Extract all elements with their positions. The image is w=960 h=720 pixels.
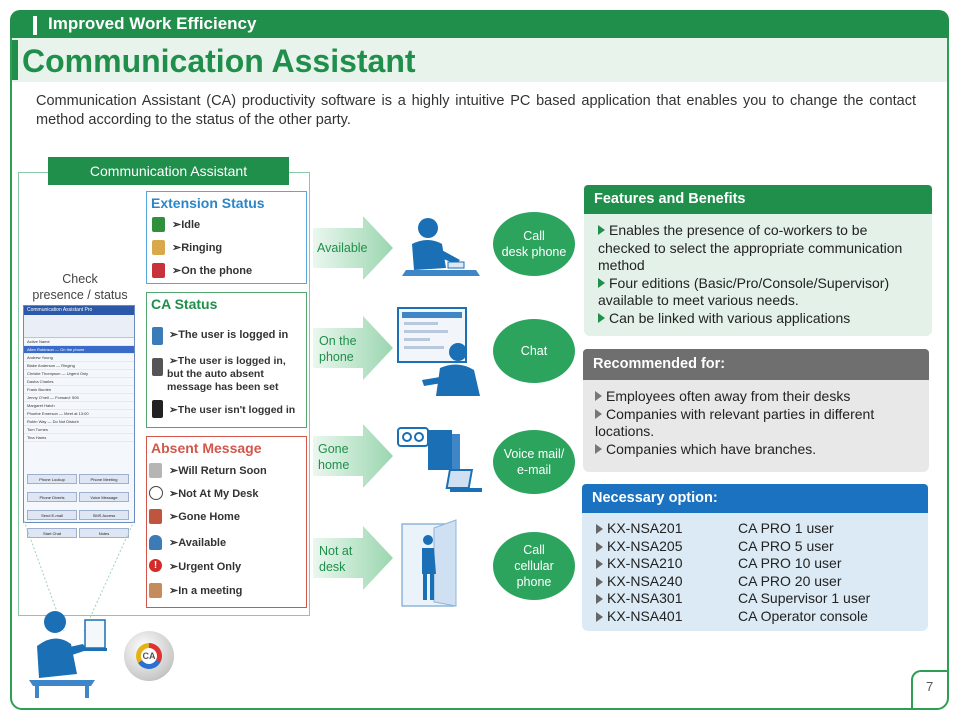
absent-in-meeting bbox=[169, 585, 242, 598]
option-row bbox=[596, 573, 918, 591]
app-contact-row[interactable]: Frank Burden bbox=[24, 386, 134, 394]
person-walking-door-figure bbox=[398, 518, 464, 608]
ca-status-logged-out bbox=[169, 404, 295, 417]
app-action-button[interactable]: Send E-mail bbox=[27, 510, 77, 520]
absent-will-return-label: ➢Will Return Soon bbox=[169, 465, 267, 477]
action-voice-mail-line-2: e-mail bbox=[516, 463, 552, 477]
app-contact-row[interactable]: Tina Hams bbox=[24, 434, 134, 442]
option-code: KX-NSA210 bbox=[607, 555, 683, 571]
arrow-available bbox=[313, 216, 393, 280]
phone-idle-icon bbox=[152, 217, 165, 232]
ca-logged-in-label: ➢The user is logged in bbox=[169, 329, 289, 341]
app-action-button[interactable]: Phone Lookup bbox=[27, 474, 77, 484]
section-bar-accent bbox=[33, 16, 37, 35]
arrow-gone-home bbox=[313, 424, 393, 488]
bullet-triangle-icon bbox=[596, 594, 603, 604]
phone-ringing-icon bbox=[152, 240, 165, 255]
action-voice-mail-line-1: Voice mail/ bbox=[503, 447, 565, 461]
bullet-triangle-icon bbox=[596, 612, 603, 622]
app-contact-row[interactable]: Tom Turnes bbox=[24, 426, 134, 434]
option-row bbox=[596, 608, 918, 626]
absent-available bbox=[169, 537, 226, 550]
option-code: KX-NSA401 bbox=[607, 607, 683, 624]
action-call-desk-phone bbox=[493, 212, 575, 276]
absent-urgent-only bbox=[153, 560, 242, 574]
state-not-at-desk-line-2: desk bbox=[319, 560, 346, 574]
state-on-phone-line-2: phone bbox=[319, 350, 354, 364]
ext-status-idle bbox=[172, 219, 200, 232]
option-description: CA PRO 10 user bbox=[738, 555, 842, 571]
app-contact-list bbox=[24, 338, 134, 442]
phone-busy-icon bbox=[152, 263, 165, 278]
person-available-icon bbox=[149, 535, 162, 550]
action-cellular-line-2: cellular bbox=[514, 559, 554, 573]
ca-status-title: CA Status bbox=[151, 296, 218, 312]
action-call-desk-line-1: Call bbox=[523, 229, 545, 243]
feature-item bbox=[598, 275, 922, 310]
pc-auto-absent-icon bbox=[152, 358, 163, 376]
recommended-item bbox=[595, 441, 919, 459]
meeting-people-icon bbox=[149, 583, 162, 598]
option-row bbox=[596, 520, 918, 538]
arrow-not-at-desk bbox=[313, 526, 393, 590]
app-contact-row[interactable]: Active Name bbox=[24, 338, 134, 346]
ca-logged-out-label: ➢The user isn't logged in bbox=[169, 404, 296, 416]
app-contact-row[interactable]: Dasha Charles bbox=[24, 378, 134, 386]
state-gone-home-line-1: Gone bbox=[318, 442, 349, 456]
ca-auto-absent-line-1: ➢The user is logged in, bbox=[169, 355, 286, 367]
app-action-button[interactable]: SMS Access bbox=[79, 510, 129, 520]
app-action-button[interactable]: Start Chat bbox=[27, 528, 77, 538]
ca-logo-text: CA bbox=[141, 648, 157, 664]
person-laptop-figure bbox=[25, 600, 109, 700]
voicemail-laptop-figure bbox=[396, 424, 486, 500]
option-row bbox=[596, 590, 918, 608]
app-contact-row[interactable]: Robin Way — Do Not Disturb bbox=[24, 418, 134, 426]
recommended-header: Recommended for: bbox=[583, 349, 929, 380]
state-on-phone-label bbox=[319, 333, 357, 365]
app-contact-row[interactable]: Allen Robinson — On the phone bbox=[24, 346, 134, 354]
state-gone-home-line-2: home bbox=[318, 458, 350, 472]
person-at-desk-phone-figure bbox=[398, 214, 484, 284]
ca-app-screenshot bbox=[23, 305, 135, 536]
app-contact-row[interactable]: Margaret Hatch bbox=[24, 402, 134, 410]
feature-item-text: Enables the presence of co-workers to be checked to select the appropriate communication method bbox=[598, 222, 903, 273]
action-cellular-line-3: phone bbox=[516, 575, 552, 589]
app-contact-row[interactable]: Jenny O'neil — Forward: 505 bbox=[24, 394, 134, 402]
app-action-button[interactable]: Notes bbox=[79, 528, 129, 538]
feature-item-text: Can be linked with various applications bbox=[609, 309, 851, 326]
absent-available-label: ➢Available bbox=[169, 537, 227, 549]
app-action-button[interactable]: Voice Message bbox=[79, 492, 129, 502]
section-title: Improved Work Efficiency bbox=[48, 14, 257, 33]
state-available-label: Available bbox=[317, 241, 368, 255]
ca-logo-icon bbox=[124, 631, 174, 681]
app-toolbar bbox=[24, 315, 134, 338]
action-call-desk-line-2: desk phone bbox=[501, 245, 567, 259]
feature-item bbox=[598, 222, 922, 275]
recommended-item-text: Companies which have branches. bbox=[606, 440, 817, 457]
clock-icon bbox=[149, 486, 163, 500]
action-cellular-line-1: Call bbox=[523, 543, 545, 557]
bullet-triangle-icon bbox=[596, 559, 603, 569]
feature-item bbox=[598, 310, 922, 328]
absent-gone-home-label: ➢Gone Home bbox=[169, 511, 240, 523]
ca-auto-absent-line-3: message has been set bbox=[167, 381, 279, 393]
app-contact-row[interactable]: Blake Anderson — Ringing bbox=[24, 362, 134, 370]
absent-gone-home bbox=[169, 511, 240, 524]
absent-message-title: Absent Message bbox=[151, 440, 262, 456]
necessary-option-header: Necessary option: bbox=[582, 484, 928, 513]
recommended-item-text: Companies with relevant parties in different locations. bbox=[595, 405, 875, 439]
ca-panel-title: Communication Assistant bbox=[48, 157, 289, 185]
option-row bbox=[596, 538, 918, 556]
app-contact-row[interactable]: Christie Thompson — Urgent Only bbox=[24, 370, 134, 378]
option-description: CA PRO 1 user bbox=[738, 520, 834, 536]
ca-status-logged-in bbox=[169, 329, 288, 342]
app-action-button[interactable]: Phone Diverts bbox=[27, 492, 77, 502]
absent-in-meeting-label: ➢In a meeting bbox=[169, 585, 243, 597]
features-body bbox=[584, 214, 932, 336]
intro-text: Communication Assistant (CA) productivity software is a highly intuitive PC based application that enables you to change the contact method according to the status of the other party. bbox=[36, 93, 916, 128]
action-chat-label: Chat bbox=[520, 344, 548, 358]
page-title: Communication Assistant bbox=[22, 43, 416, 79]
ext-on-phone-label: ➢On the phone bbox=[172, 265, 253, 277]
absent-urgent-only-label: ➢Urgent Only bbox=[169, 561, 242, 573]
action-voice-mail bbox=[493, 430, 575, 494]
recommended-item bbox=[595, 406, 919, 441]
option-code: KX-NSA301 bbox=[607, 590, 683, 606]
bullet-triangle-icon bbox=[595, 391, 602, 401]
pc-logged-out-icon bbox=[152, 400, 163, 418]
option-row bbox=[596, 555, 918, 573]
necessary-option-body bbox=[582, 513, 928, 631]
recommended-item bbox=[595, 388, 919, 406]
option-description: CA PRO 5 user bbox=[738, 537, 834, 554]
page-number: 7 bbox=[926, 679, 934, 694]
bullet-triangle-icon bbox=[596, 524, 603, 534]
coffee-cup-icon bbox=[149, 463, 162, 478]
ext-ringing-label: ➢Ringing bbox=[172, 242, 223, 254]
absent-not-at-desk bbox=[169, 488, 259, 501]
person-at-pc-chat-figure bbox=[396, 306, 486, 398]
features-header: Features and Benefits bbox=[584, 185, 932, 214]
app-action-button[interactable]: Phone Meeting bbox=[79, 474, 129, 484]
ca-status-auto-absent bbox=[169, 355, 286, 394]
option-description: CA PRO 20 user bbox=[738, 572, 842, 589]
option-code: KX-NSA201 bbox=[607, 520, 683, 536]
bullet-triangle-icon bbox=[595, 409, 602, 419]
bullet-triangle-icon bbox=[598, 278, 605, 288]
ext-idle-label: ➢Idle bbox=[172, 219, 201, 231]
check-label-line-2: presence / status bbox=[32, 288, 128, 302]
option-code: KX-NSA205 bbox=[607, 537, 683, 554]
app-contact-row[interactable]: Phoebe Emerson — Meet at 13:00 bbox=[24, 410, 134, 418]
app-contact-row[interactable]: Andrew Young bbox=[24, 354, 134, 362]
house-icon bbox=[149, 509, 162, 524]
arrow-on-phone bbox=[313, 316, 393, 380]
state-not-at-desk-label bbox=[319, 543, 352, 575]
absent-will-return bbox=[169, 465, 267, 478]
state-gone-home-label bbox=[318, 441, 349, 473]
action-call-cellular bbox=[493, 532, 575, 600]
action-chat bbox=[493, 319, 575, 383]
bullet-triangle-icon bbox=[598, 313, 605, 323]
option-description: CA Operator console bbox=[738, 607, 868, 624]
ext-status-ringing bbox=[172, 242, 222, 255]
app-window-title: Communication Assistant Pro bbox=[24, 306, 134, 315]
ca-status-box bbox=[146, 292, 307, 428]
recommended-body bbox=[583, 380, 929, 472]
pc-logged-in-icon bbox=[152, 327, 163, 345]
recommended-item-text: Employees often away from their desks bbox=[606, 388, 851, 404]
bullet-triangle-icon bbox=[598, 225, 605, 235]
feature-item-text: Four editions (Basic/Pro/Console/Supervisor) available to meet various needs. bbox=[598, 274, 890, 308]
absent-not-at-desk-label: ➢Not At My Desk bbox=[169, 488, 259, 500]
absent-message-box bbox=[146, 436, 307, 608]
bullet-triangle-icon bbox=[596, 542, 603, 552]
ext-status-on-phone bbox=[172, 265, 252, 278]
title-bar-accent bbox=[12, 40, 18, 80]
check-presence-label bbox=[24, 271, 136, 303]
option-description: CA Supervisor 1 user bbox=[738, 590, 871, 606]
check-label-line-1: Check bbox=[62, 272, 98, 286]
extension-status-box bbox=[146, 191, 307, 284]
extension-status-title: Extension Status bbox=[151, 195, 265, 211]
bullet-triangle-icon bbox=[595, 444, 602, 454]
state-on-phone-line-1: On the bbox=[319, 334, 357, 348]
urgent-exclamation-icon: ! bbox=[149, 559, 162, 572]
bullet-triangle-icon bbox=[596, 577, 603, 587]
ca-auto-absent-line-2: but the auto absent bbox=[167, 368, 264, 380]
option-code: KX-NSA240 bbox=[607, 572, 683, 589]
state-not-at-desk-line-1: Not at bbox=[319, 544, 353, 558]
